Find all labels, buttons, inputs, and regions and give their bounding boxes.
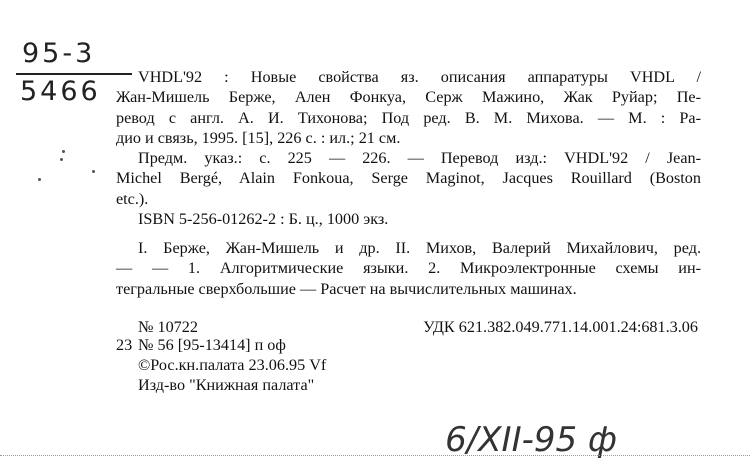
margin-mark <box>62 150 65 153</box>
call-number-divider <box>16 73 132 75</box>
subject-line: — — 1. Алгоритмические языки. 2. Микроэлектронные схемы ин- <box>116 259 701 278</box>
book-chamber-stamp: ©Рос.кн.палата 23.06.95 Vf <box>138 356 327 374</box>
record-isbn-line: ISBN 5-256-01262-2 : Б. ц., 1000 экз. <box>138 210 389 229</box>
record-authors-line: Жан-Мишель Берже, Ален Фонкуа, Серж Мажино, Жак Руйар; Пе- <box>116 88 701 107</box>
record-imprint-line: дио и связь, 1995. [15], 226 с. : ил.; 21 см. <box>116 128 401 147</box>
record-editors-line: ревод с англ. А. И. Тихонова; Под ред. В. М. Михова. — М. : Ра- <box>116 108 701 127</box>
margin-mark <box>38 178 41 181</box>
order-prefix: 23 <box>116 336 133 354</box>
udk-code: УДК 621.382.049.771.14.001.24:681.3.06 <box>423 318 698 336</box>
card-number: № 10722 <box>138 318 198 336</box>
subject-line: тегральные сверхбольшие — Расчет на вычислительных машинах. <box>116 279 577 298</box>
margin-mark <box>60 158 63 161</box>
order-number: № 56 [95-13414] п оф <box>138 336 286 354</box>
subject-line: I. Берже, Жан-Мишель и др. II. Михов, Валерий Михайлович, ред. <box>138 239 701 257</box>
call-number-bottom: 5466 <box>20 76 101 107</box>
record-note-line: Michel Bergé, Alain Fonkoua, Serge Maginot, Jacques Rouillard (Boston <box>116 169 701 188</box>
subject-headings <box>116 238 701 299</box>
margin-mark <box>92 170 95 173</box>
call-number-top: 95-3 <box>22 38 96 69</box>
bibliographic-record <box>116 67 701 229</box>
publisher-imprint: Изд-во "Книжная палата" <box>138 376 315 394</box>
record-title-line: VHDL'92 : Новые свойства яз. описания аппаратуры VHDL / <box>138 68 701 86</box>
record-note-line: Предм. указ.: с. 225 — 226. — Перевод изд.: VHDL'92 / Jean- <box>138 149 701 168</box>
handwritten-date-signature: 6/XII-95 ф <box>445 420 617 460</box>
card-bottom-edge <box>0 455 750 456</box>
record-note-line: etc.). <box>116 189 149 208</box>
